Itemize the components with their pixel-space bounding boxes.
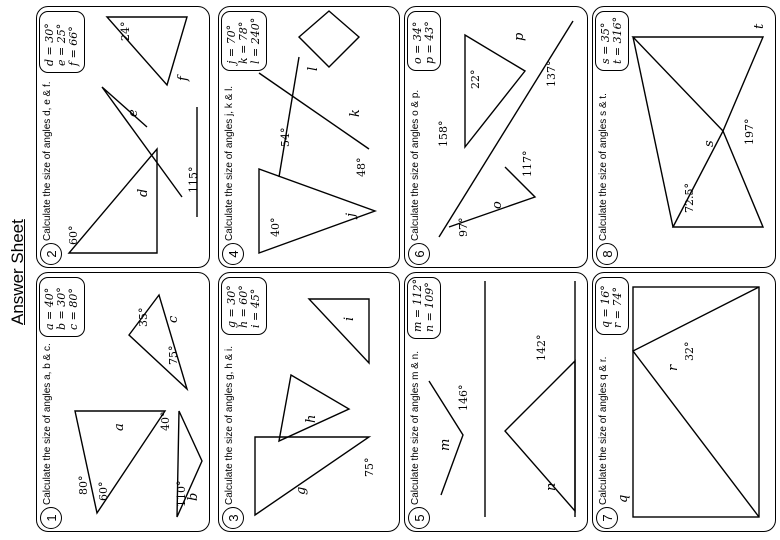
angle-label: 60°	[97, 481, 110, 501]
angle-label: n	[544, 482, 559, 491]
question-panel-5	[404, 272, 588, 532]
angle-label: h	[304, 414, 319, 423]
triangle-figure-4	[219, 7, 399, 267]
answer-box-5: m = 112° n = 109°	[407, 277, 441, 339]
question-number-6: 6	[408, 243, 430, 265]
angle-label: s	[702, 140, 717, 147]
triangle-figure-2	[37, 7, 209, 267]
angle-label: b	[186, 492, 201, 501]
question-number-7: 7	[596, 507, 618, 529]
question-panel-3	[218, 272, 400, 532]
angle-label: 80°	[77, 475, 90, 495]
question-number-5: 5	[408, 507, 430, 529]
angle-label: k	[348, 109, 363, 117]
angle-label: g	[294, 486, 309, 495]
angle-label: 158°	[437, 120, 450, 147]
angle-label: o	[490, 201, 505, 209]
angle-label: t	[752, 23, 767, 29]
angle-label: f	[176, 76, 191, 81]
angle-label: c	[166, 315, 181, 323]
angle-label: e	[126, 109, 141, 117]
question-panel-7	[592, 272, 776, 532]
angle-label: m	[438, 438, 453, 451]
angle-label: 115°	[187, 166, 200, 193]
angle-label: 142°	[535, 334, 548, 361]
question-panel-8	[592, 6, 776, 268]
angle-label: 137°	[545, 60, 558, 87]
angle-label: 35°	[137, 307, 150, 327]
question-instruction-6: Calculate the size of angles o & p.	[410, 89, 421, 241]
answer-box-6: o = 34° p = 43°	[407, 11, 441, 71]
triangle-figure-6	[405, 7, 587, 267]
angle-label: 75°	[167, 345, 180, 365]
question-number-4: 4	[222, 243, 244, 265]
angle-label: 197°	[743, 118, 756, 145]
question-instruction-8: Calculate the size of angles s & t.	[598, 93, 609, 241]
question-panel-1	[36, 272, 210, 532]
question-panel-2	[36, 6, 210, 268]
angle-label: i	[342, 316, 357, 321]
angle-label: 97°	[457, 217, 470, 237]
angle-label: 60°	[67, 225, 80, 245]
question-number-2: 2	[40, 243, 62, 265]
angle-label: 117°	[521, 150, 534, 177]
question-instruction-7: Calculate the size of angles q & r.	[598, 356, 609, 505]
triangle-figure-3	[219, 273, 399, 531]
angle-label: l	[306, 66, 321, 71]
angle-label: 32°	[683, 341, 696, 361]
question-instruction-5: Calculate the size of angles m & n.	[410, 351, 421, 505]
angle-label: a	[112, 423, 127, 431]
angle-label: r	[666, 364, 681, 371]
question-number-3: 3	[222, 507, 244, 529]
angle-label: 54°	[279, 127, 292, 147]
answer-box-4: j = 70° k = 78° l = 240°	[221, 11, 267, 71]
answer-box-3: g = 30° h = 60° i = 45°	[221, 277, 267, 335]
answer-box-8: s = 35° t = 316°	[595, 11, 629, 71]
angle-label: q	[616, 494, 631, 503]
question-instruction-3: Calculate the size of angles g, h & i.	[224, 346, 235, 505]
angle-label: 22°	[469, 69, 482, 89]
angle-label: p	[512, 32, 527, 41]
triangle-figure-5	[405, 273, 587, 531]
answer-box-2: d = 30° e = 25° f = 66°	[39, 11, 85, 73]
angle-label: 40°	[159, 411, 172, 431]
angle-label: 24°	[119, 21, 132, 41]
question-instruction-4: Calculate the size of angles j, k & l.	[224, 85, 235, 241]
angle-label: 72.5°	[683, 183, 696, 213]
question-instruction-1: Calculate the size of angles a, b & c.	[42, 343, 53, 505]
answer-box-7: q = 16° r = 74°	[595, 277, 629, 335]
angle-label: 40°	[269, 217, 282, 237]
question-panel-6	[404, 6, 588, 268]
angle-label: 75°	[363, 457, 376, 477]
question-panel-4	[218, 6, 400, 268]
sheet-title-text: Answer Sheet	[8, 219, 27, 325]
angle-label: 110°	[175, 480, 188, 507]
triangle-figure-1	[37, 273, 209, 531]
angle-label: d	[136, 188, 151, 197]
question-number-1: 1	[40, 507, 62, 529]
angle-label: 48°	[355, 157, 368, 177]
triangle-figure-8	[593, 7, 775, 267]
angle-label: 146°	[457, 384, 470, 411]
answer-box-1: a = 40° b = 30° c = 80°	[39, 277, 85, 337]
triangle-figure-7	[593, 273, 775, 531]
question-instruction-2: Calculate the size of angles d, e & f.	[42, 81, 53, 241]
question-number-8: 8	[596, 243, 618, 265]
angle-label: j	[344, 212, 359, 217]
